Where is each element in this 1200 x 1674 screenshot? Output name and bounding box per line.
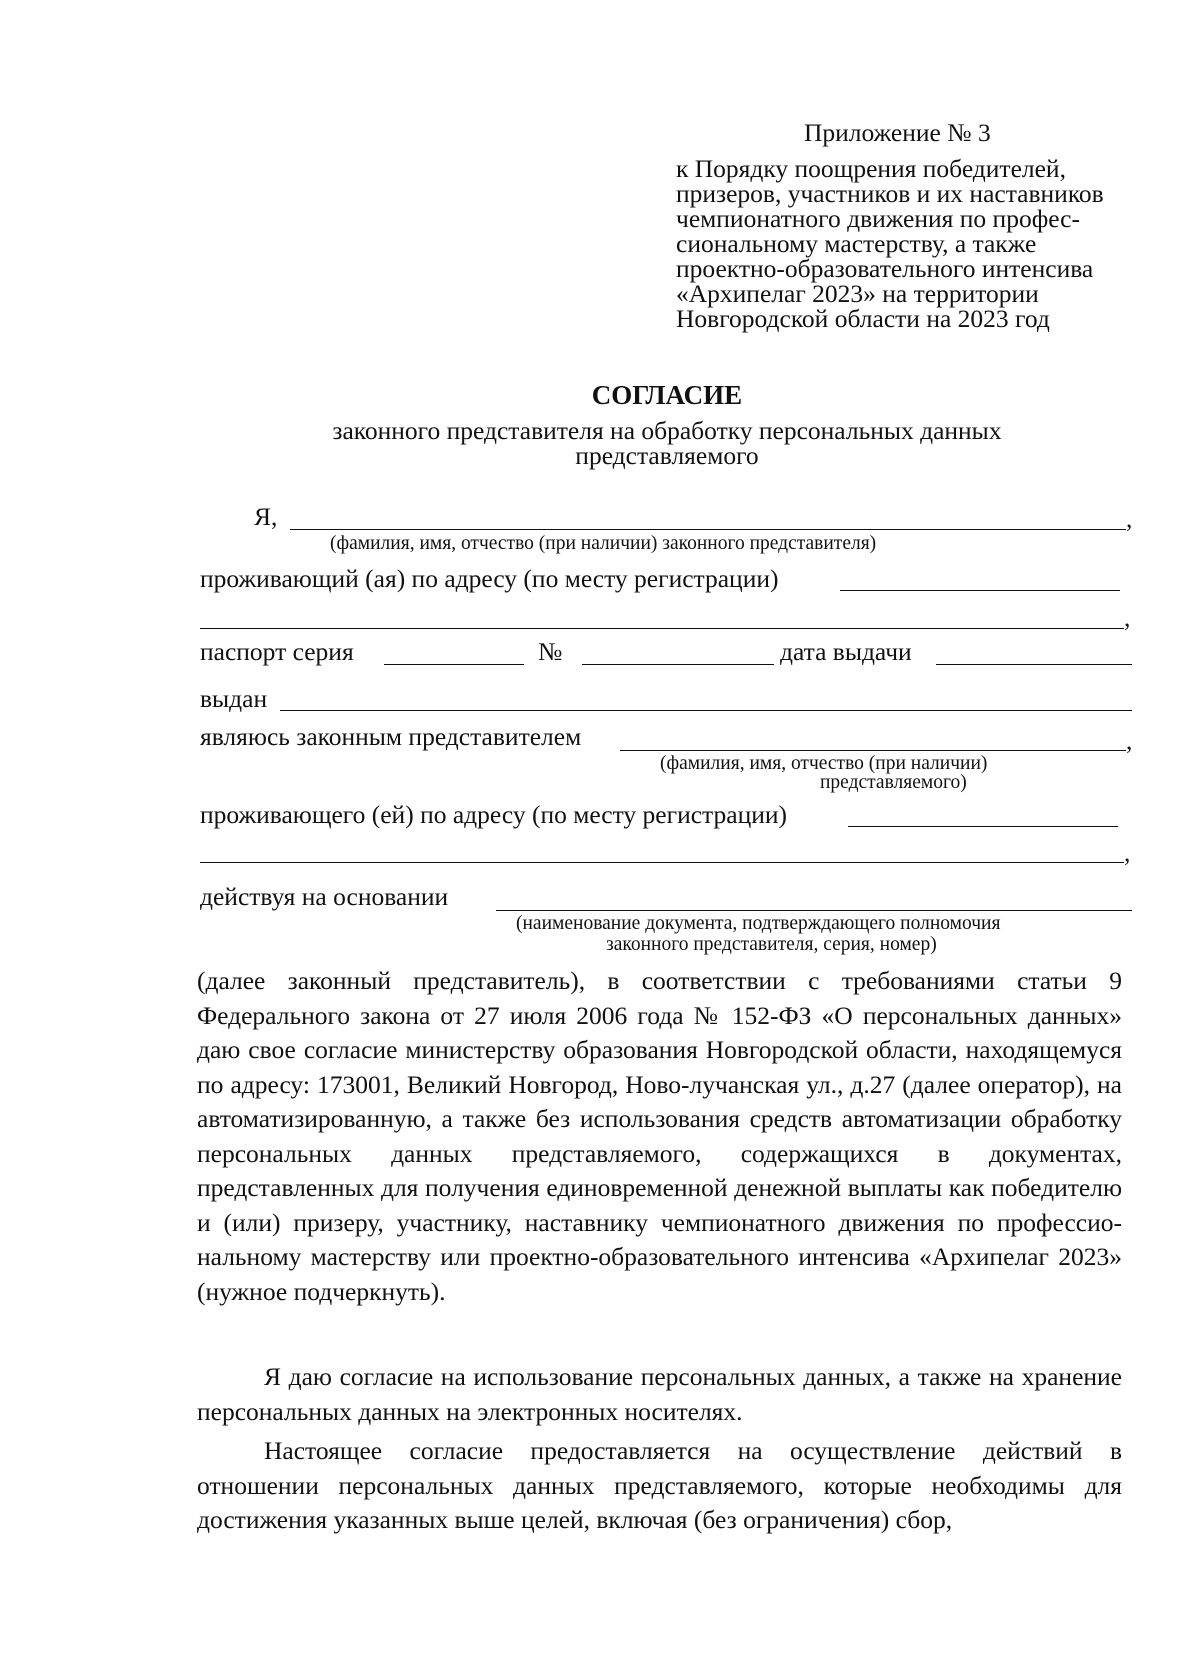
basis-document-hint: (наименование документа, подтверждающего полномочия	[516, 913, 1001, 934]
consent-paragraph: (далее законный представитель), в соответствии с требованиями статьи 9 Федерального закона от 27 июля 2006 года № 152-ФЗ «О персональных данных» даю свое согласие министерству образования Новгородской области, находящемуся по адресу: 173001, Великий Новгород, Ново-лучанская ул., д.27 (далее оператор), на автоматизированную, а также без использования средств автоматизации обработку персональных данных представляемого, содержащихся в документах, представленных для получения единовременной денежной выплаты как победителю и (или) призеру, участнику, наставнику чемпионатного движения по профессио-нальному мастерству или проектно-образовательного интенсива «Архипелаг 2023» (нужное подчеркнуть).	[197, 966, 1122, 1306]
represented-address-label: проживающего (ей) по адресу (по месту регистрации)	[200, 800, 787, 829]
comma: ,	[1124, 603, 1131, 632]
document-title: СОГЛАСИЕ	[591, 380, 743, 410]
passport-series-label: паспорт серия	[200, 637, 354, 666]
ya-label: Я,	[254, 502, 278, 531]
representative-name-field[interactable]	[290, 529, 1126, 530]
issue-date-label: дата выдачи	[780, 637, 912, 666]
appendix-line: Новгородской области на 2023 год	[676, 304, 1050, 333]
appendix-line: чемпионатного движения по профес-	[676, 204, 1080, 233]
appendix-line: к Порядку поощрения победителей,	[676, 154, 1066, 183]
appendix-line: призеров, участников и их наставников	[676, 179, 1104, 208]
appendix-line: сиональному мастерству, а также	[676, 229, 1037, 258]
passport-series-field[interactable]	[384, 664, 524, 665]
basis-document-field[interactable]	[496, 910, 1132, 911]
represented-address-field-continued[interactable]	[200, 862, 1124, 863]
appendix-header	[676, 120, 1104, 331]
basis-label: действуя на основании	[200, 882, 449, 911]
represented-name-field[interactable]	[620, 750, 1126, 751]
issued-by-field[interactable]	[280, 710, 1132, 711]
represented-label: являюсь законным представителем	[200, 722, 582, 751]
appendix-number: Приложение № 3	[804, 118, 991, 147]
comma: ,	[1126, 504, 1133, 533]
consent-paragraph: Я даю согласие на использование персональных данных, а также на хранение персональных данных на электронных носителях.	[197, 1362, 1122, 1426]
appendix-line: проектно-образовательного интенсива	[676, 254, 1094, 283]
passport-number-field[interactable]	[582, 664, 774, 665]
representative-name-hint: (фамилия, имя, отчество (при наличии) законного представителя)	[330, 533, 877, 554]
comma: ,	[1124, 838, 1131, 867]
address-label: проживающий (ая) по адресу (по месту регистрации)	[200, 564, 779, 593]
passport-number-label: №	[538, 637, 563, 666]
appendix-line: «Архипелаг 2023» на территории	[676, 279, 1039, 308]
issued-by-label: выдан	[200, 684, 268, 713]
represented-name-hint: представляемого)	[820, 772, 967, 793]
consent-paragraph: Настоящее согласие предоставляется на осуществление действий в отношении персональных данных представляемого, которые необходимы для достижения указанных выше целей, включая (без ограничения) сбор,	[197, 1436, 1122, 1534]
issue-date-field[interactable]	[936, 664, 1132, 665]
subtitle-line: представляемого	[575, 441, 759, 470]
basis-document-hint: законного представителя, серия, номер)	[606, 934, 937, 955]
subtitle-line: законного представителя на обработку персональных данных	[332, 416, 1002, 445]
address-field-continued[interactable]	[200, 628, 1124, 629]
represented-name-hint: (фамилия, имя, отчество (при наличии)	[660, 753, 988, 774]
represented-address-field[interactable]	[848, 826, 1118, 827]
comma: ,	[1126, 726, 1133, 755]
document-subtitle	[0, 418, 1200, 468]
address-field[interactable]	[840, 590, 1120, 591]
